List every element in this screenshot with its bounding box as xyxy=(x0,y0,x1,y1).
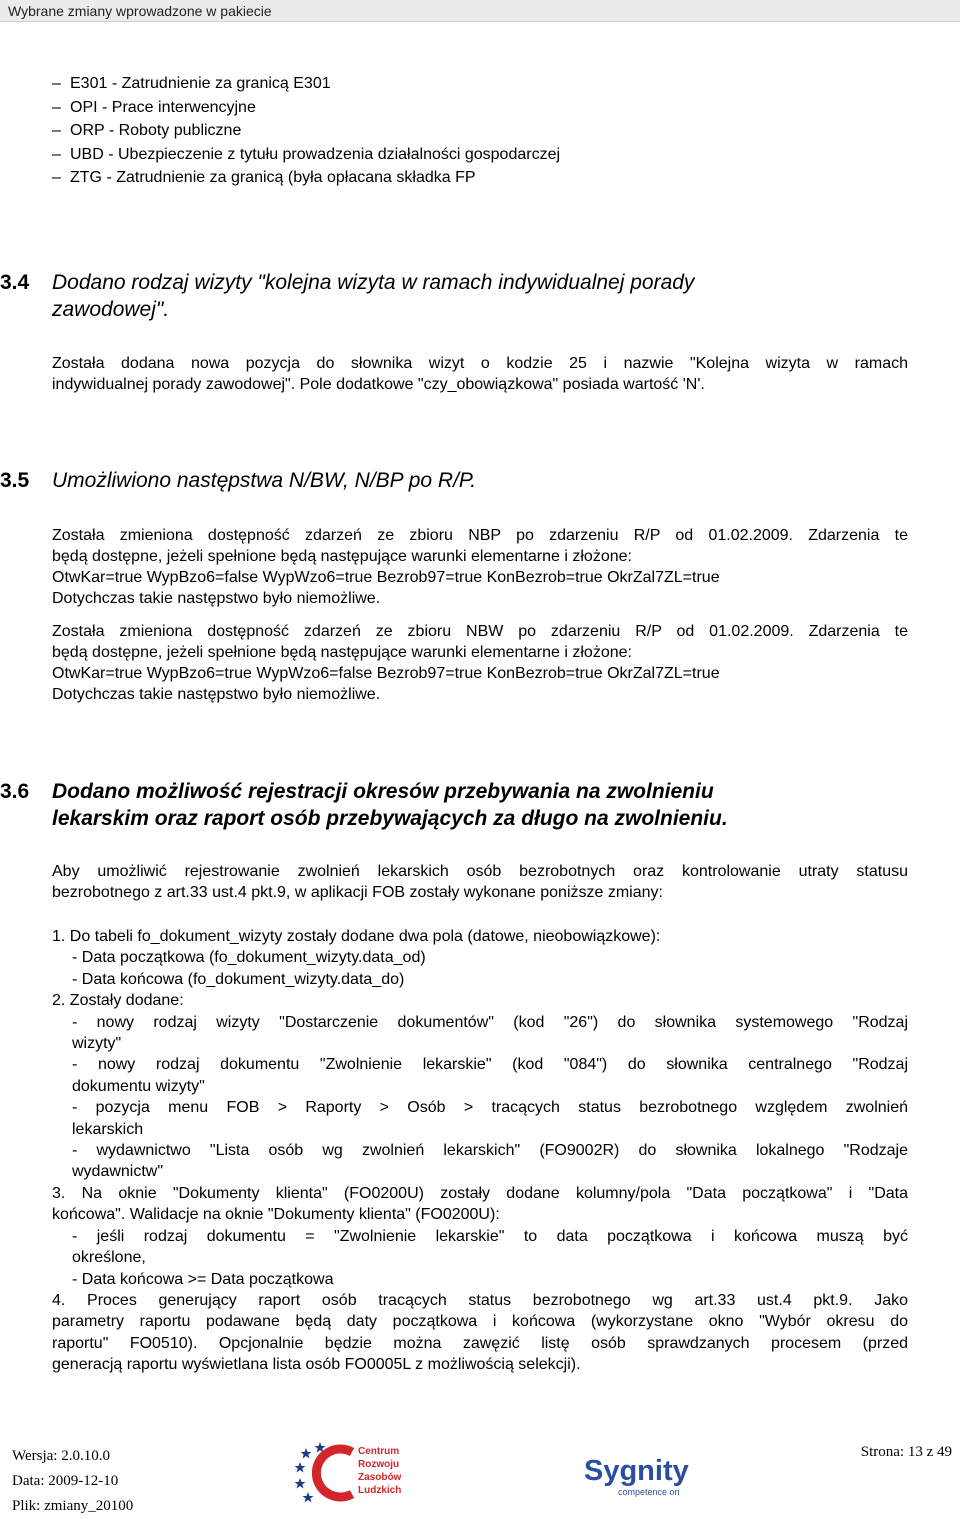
footer-version: Wersja: 2.0.10.0 xyxy=(12,1448,110,1464)
section-3-5-paragraph-1: Została zmieniona dostępność zdarzeń ze zbioru NBP po zdarzeniu R/P od 01.02.2009. Zdarzenia te będą dostępne, jeżeli spełnione będą następujące warunki elementarne i złożone: OtwKar=true WypBzo6=false WypWzo6=true Bezrob97=true KonBezrob=true OkrZal7ZL=true Dotychczas takie następstwo było niemożliwe. xyxy=(52,527,908,607)
sygnity-logo-icon xyxy=(582,1452,700,1498)
crzl-logo-icon xyxy=(294,1440,434,1506)
dash-list xyxy=(52,72,560,190)
footer-date: Data: 2009-12-10 xyxy=(12,1473,119,1489)
list-item: – UBD - Ubezpieczenie z tytułu prowadzenia działalności gospodarczej xyxy=(52,145,561,163)
footer-page-number: Strona: 13 z 49 xyxy=(860,1444,952,1460)
section-3-5-paragraph-2: Została zmieniona dostępność zdarzeń ze zbioru NBW po zdarzeniu R/P od 01.02.2009. Zdarzenia te będą dostępne, jeżeli spełnione będą następujące warunki elementarne i złożone: OtwKar=true WypBzo6=true WypWzo6=false Bezrob97=true KonBezrob=true OkrZal7ZL=true Dotychczas takie następstwo było niemożliwe. xyxy=(52,623,908,703)
page-header: Wybrane zmiany wprowadzone w pakiecie xyxy=(0,0,960,22)
list-item: – OPI - Prace interwencyjne xyxy=(52,98,256,116)
section-3-4-heading: 3.4 Dodano rodzaj wizyty "kolejna wizyta w ramach indywidualnej porady zawodowej". xyxy=(0,271,695,321)
svg-text:Ludzkich: Ludzkich xyxy=(358,1485,402,1496)
section-3-4-paragraph: Została dodana nowa pozycja do słownika wizyt o kodzie 25 i nazwie "Kolejna wizyta w ramach indywidualnej porady zawodowej". Pole dodatkowe "czy_obowiązkowa" posiada wartość 'N'. xyxy=(52,355,908,393)
list-item: – ORP - Roboty publiczne xyxy=(52,122,242,139)
list-item: – ZTG - Zatrudnienie za granicą (była opłacana składka FP xyxy=(52,169,476,186)
footer-info xyxy=(12,1444,133,1519)
section-3-6-heading: 3.6 Dodano możliwość rejestracji okresów przebywania na zwolnieniu lekarskim oraz raport osób przebywających za długo na zwolnieniu. xyxy=(0,780,728,830)
svg-text:Centrum: Centrum xyxy=(358,1446,400,1457)
svg-text:Zasobów: Zasobów xyxy=(358,1472,402,1483)
sygnity-logo xyxy=(582,1452,700,1503)
svg-text:competence on: competence on xyxy=(618,1487,680,1497)
section-3-5-heading: 3.5 Umożliwiono następstwa N/BW, N/BP po R/P. xyxy=(0,469,477,492)
svg-text:Rozwoju: Rozwoju xyxy=(358,1459,400,1470)
svg-text:Sygnity: Sygnity xyxy=(584,1455,689,1487)
section-3-6-intro: Aby umożliwić rejestrowanie zwolnień lekarskich osób bezrobotnych oraz kontrolowanie utraty statusu bezrobotnego z art.33 ust.4 pkt.9, w aplikacji FOB zostały wykonane poniższe zmiany: xyxy=(52,863,908,901)
footer-file: Plik: zmiany_20100 xyxy=(12,1498,134,1514)
list-item: – E301 - Zatrudnienie za granicą E301 xyxy=(52,75,331,92)
section-3-6-changes: 1. Do tabeli fo_dokument_wizyty zostały dodane dwa pola (datowe, nieobowiązkowe): - Data początkowa (fo_dokument_wizyty.data_od) - Data końcowa (fo_dokument_wizyty.data_do) 2. Zostały dodane: - nowy rodzaj wizyty "Dostarczenie dokumentów" (kod "26") do słownika systemowego "Rodzaj wizyty" - nowy rodzaj dokumentu "Zwolnienie lekarskie" (kod "084") do słownika centralnego "Rodzaj dokumentu wizyty" - pozycja menu FOB > Raporty > Osób > tracących status bezrobotnego względem zwolnień lekarskich - wydawnictwo "Lista osób wg zwolnień lekarskich" (FO9002R) do słownika lokalnego "Rodzaje wydawnictw" 3. Na oknie "Dokumenty klienta" (FO0200U) zostały dodane kolumny/pola "Data początkowa" i "Data końcowa". Walidacje na oknie "Dokumenty klienta" (FO0200U): - jeśli rodzaj dokumentu = "Zwolnienie lekarskie" to data początkowa i końcowa muszą być określone, - Data końcowa >= Data początkowa 4. Proces generujący raport osób tracących status bezrobotnego wg art.33 ust.4 pkt.9. Jako parametry raportu podawane będą daty początkowa i końcowa (wykorzystane okno "Wybór okresu do raportu" FO0510). Opcjonalnie będzie można zawęzić listę osób sprawdzanych procesem (przed generacją raportu wyświetlana lista osób FO0005L z możliwością selekcji). xyxy=(52,928,908,1374)
crzl-logo xyxy=(294,1440,434,1511)
